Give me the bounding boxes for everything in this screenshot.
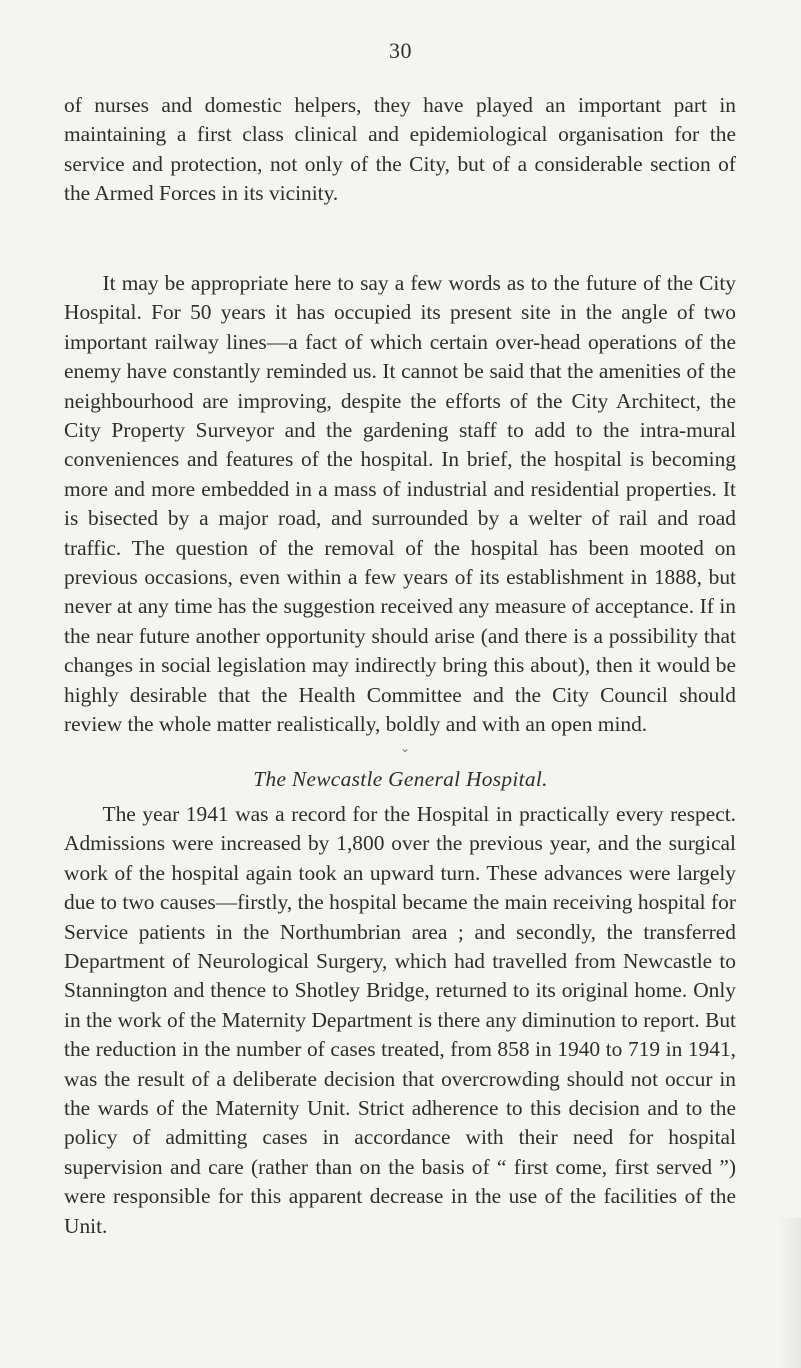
- stray-print-mark: ⌄: [400, 741, 411, 755]
- body-text-continued: [64, 91, 736, 209]
- section-heading: The Newcastle General Hospital.: [253, 767, 548, 791]
- paragraph-city-hospital-future: It may be appropriate here to say a few words as to the future of the City Hospital. For 50 years it has occupied its present site in the angle of two important railway lines—a fact of which certain over-head operations of the enemy have constantly reminded us. It cannot be said that the amenities of the neighbourhood are improving, despite the efforts of the City Architect, the City Property Surveyor and the gardening staff to add to the intra-mural conveniences and features of the hospital. In brief, the hospital is becoming more and more embedded in a mass of industrial and residential properties. It is bisected by a major road, and surrounded by a welter of rail and road traffic. The question of the removal of the hospital has been mooted on previous occasions, even within a few years of its establishment in 1888, but never at any time has the suggestion received any measure of acceptance. If in the near future another opportunity should arise (and there is a possibility that changes in social legislation may indirectly bring this about), then it would be highly desirable that the Health Committee and the City Council should review the whole matter realistically, boldly and with an open mind.: [64, 271, 736, 737]
- page-edge-shadow: [779, 1218, 801, 1368]
- paragraph-continued: of nurses and domestic helpers, they have played an important part in maintaining a first class clinical and epidemiological organisation for the service and protection, not only of the City, but of a considerable section of the Armed Forces in its vicinity.: [64, 93, 736, 206]
- page-number: 30: [389, 38, 412, 63]
- body-text-general-hospital: [64, 800, 736, 1241]
- paragraph-general-hospital: The year 1941 was a record for the Hospital in practically every respect. Admissions were increased by 1,800 over the previous year, and the surgical work of the hospital again took an upward turn. These advances were largely due to two causes—firstly, the hospital became the main receiving hospital for Service patients in the Northumbrian area ; and secondly, the transferred Department of Neurological Surgery, which had travelled from Newcastle to Stannington and thence to Shotley Bridge, returned to its original home. Only in the work of the Maternity Department is there any diminution to report. But the reduction in the number of cases treated, from 858 in 1940 to 719 in 1941, was the result of a deliberate decision that overcrowding should not occur in the wards of the Maternity Unit. Strict adherence to this decision and to the policy of admitting cases in accordance with their need for hospital supervision and care (rather than on the basis of “ first come, first served ”) were responsible for this apparent decrease in the use of the facilities of the Unit.: [64, 802, 736, 1238]
- body-text-city-hospital: [64, 269, 736, 740]
